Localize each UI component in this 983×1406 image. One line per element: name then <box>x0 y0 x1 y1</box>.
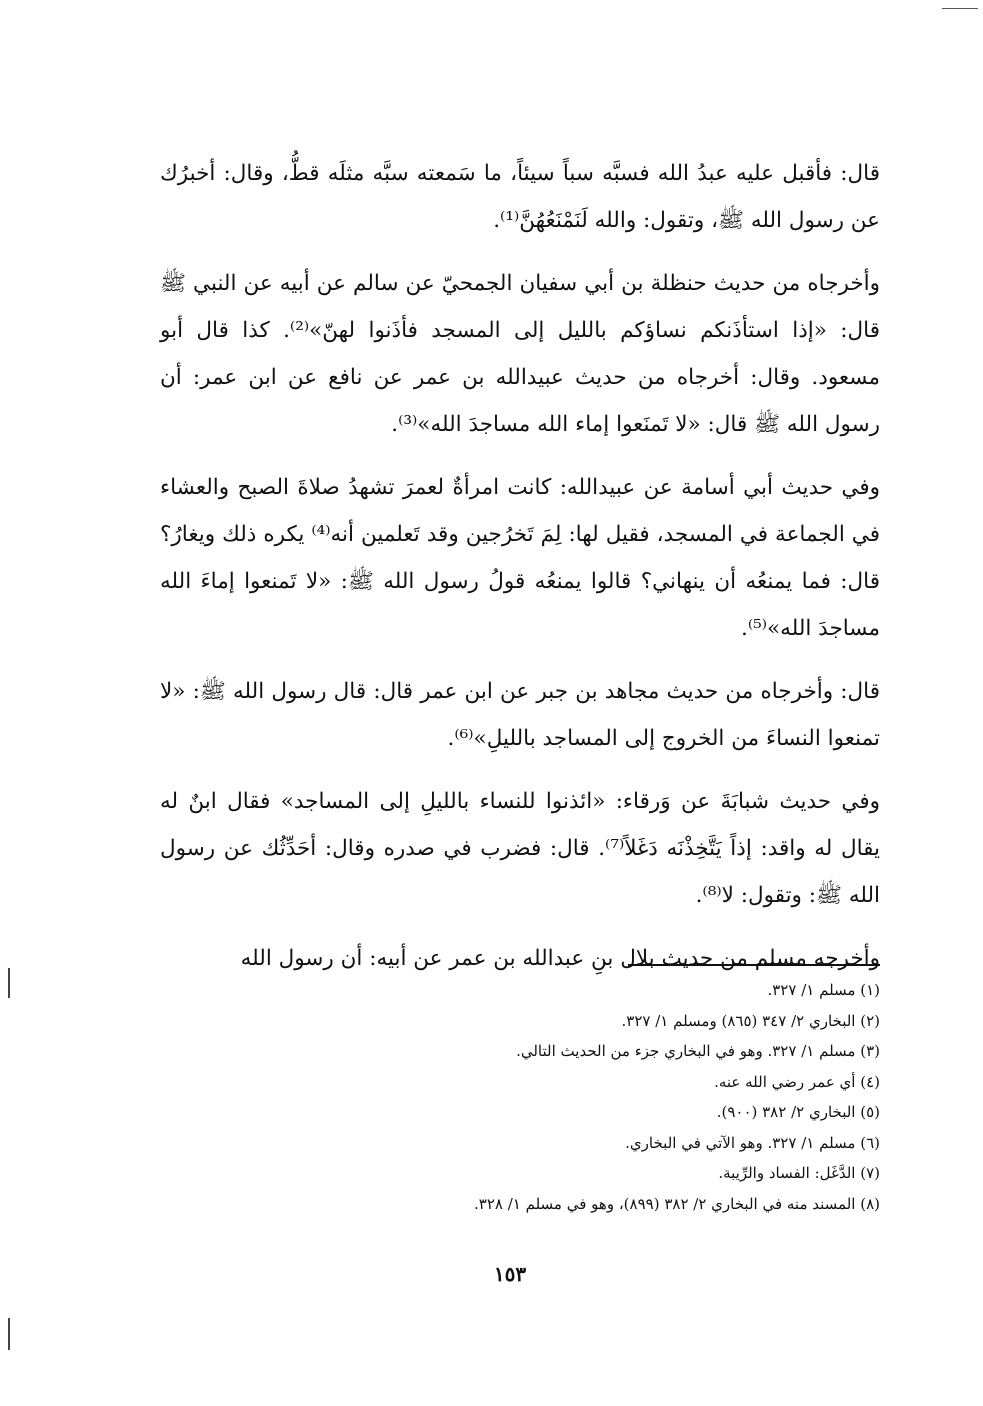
paragraph: وأخرجه مسلم من حديث بلال بنِ عبدالله بن عمر عن أبيه: أن رسول الله <box>240 946 880 971</box>
page-number: ١٥٣ <box>493 1262 527 1286</box>
paragraph: وأخرجاه من حديث حنظلة بن أبي سفيان الجمحيّ عن سالم عن أبيه عن النبي ﷺ قال: «إذا استأذَنكم نساؤكم بالليل إلى المسجد فأذَنوا لهنّ»⁽²⁾. كذا قال أبو مسعود. وقال: أخرجاه من حديث عبيدالله بن عمر عن نافع عن ابن عمر: أن رسول الله ﷺ قال: «لا تَمنَعوا إماء الله مساجدَ الله»⁽³⁾. <box>160 271 880 437</box>
footnote: (٥) البخاري ٢/ ٣٨٢ (٩٠٠). <box>716 1103 880 1121</box>
footnote: (٦) مسلم ١/ ٣٢٧. وهو الآتي في البخاري. <box>625 1133 880 1152</box>
footnote: (٤) أي عمر رضي الله عنه. <box>714 1072 880 1091</box>
corner-rule <box>942 8 978 9</box>
margin-mark-upper <box>8 968 10 998</box>
footnote: (٧) الدَّغَل: الفساد والرِّيبة. <box>718 1164 880 1182</box>
main-text <box>160 150 880 982</box>
margin-mark-lower <box>8 1318 10 1350</box>
footnotes-list <box>360 975 880 1219</box>
footnote-separator <box>628 964 880 966</box>
paragraph: وفي حديث أبي أسامة عن عبيدالله: كانت امرأةٌ لعمرَ تشهدُ صلاةَ الصبح والعشاء في الجماعة في المسجد، فقيل لها: لِمَ تَخرُجين وقد تَعلمين أنه⁽⁴⁾ يكره ذلك ويغارُ؟ قال: فما يمنعُه أن ينهاني؟ قالوا يمنعُه قولُ رسول الله ﷺ: «لا تَمنعوا إماءَ الله مساجدَ الله»⁽⁵⁾. <box>160 475 880 641</box>
paragraph: قال: فأقبل عليه عبدُ الله فسبَّه سباً سيئاً، ما سَمعته سبَّه مثلَه قطُّ، وقال: أخبرُك عن رسول الله ﷺ، وتقول: والله لَنَمْنَعُهُنَّ⁽¹⁾. <box>160 161 880 233</box>
footnote: (٣) مسلم ١/ ٣٢٧. وهو في البخاري جزء من الحديث التالي. <box>516 1042 880 1060</box>
footnote: (٢) البخاري ٢/ ٣٤٧ (٨٦٥) ومسلم ١/ ٣٢٧. <box>621 1011 880 1030</box>
footnote: (١) مسلم ١/ ٣٢٧. <box>767 981 880 999</box>
paragraph: وفي حديث شبابَةَ عن وَرقاء: «ائذنوا للنساء بالليلِ إلى المساجد» فقال ابنٌ له يقال له واقد: إذاً يَتَّخِذْنَه دَغَلاً⁽⁷⁾. قال: فضرب في صدره وقال: أحَدِّثُك عن رسول الله ﷺ: وتقول: لا⁽⁸⁾. <box>160 789 880 908</box>
footnote: (٨) المسند منه في البخاري ٢/ ٣٨٢ (٨٩٩)، وهو في مسلم ١/ ٣٢٨. <box>473 1194 880 1213</box>
paragraph: قال: وأخرجاه من حديث مجاهد بن جبر عن ابن عمر قال: قال رسول الله ﷺ: «لا تمنعوا النساءَ من الخروج إلى المساجد بالليلِ»⁽⁶⁾. <box>160 679 880 751</box>
